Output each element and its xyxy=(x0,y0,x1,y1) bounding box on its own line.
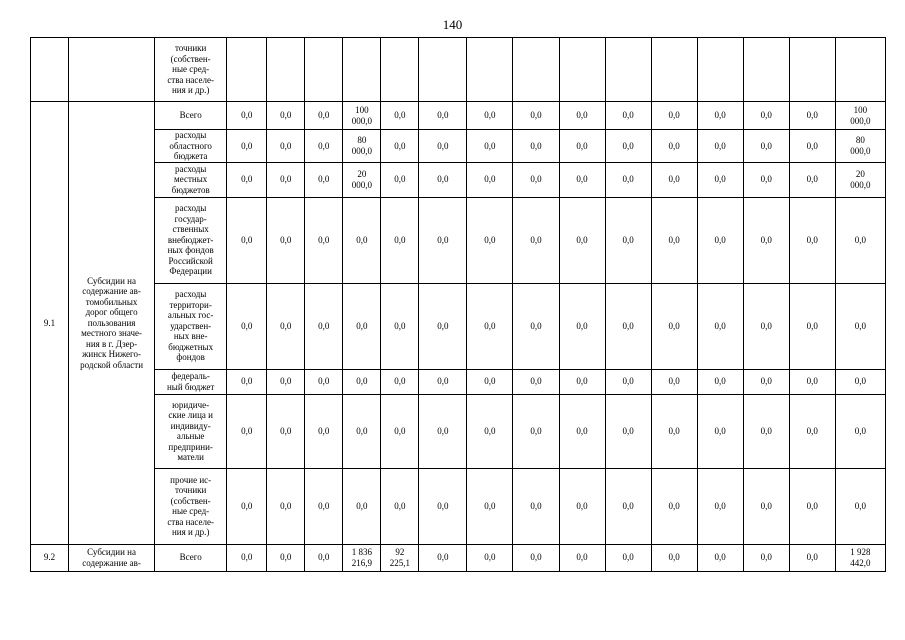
table-row xyxy=(31,130,886,163)
value-cell: 0,0 xyxy=(267,394,305,468)
value-cell: 0,0 xyxy=(651,283,697,369)
value-cell: 0,0 xyxy=(513,468,559,544)
value-cell: 0,0 xyxy=(559,544,605,571)
value-cell: 0,0 xyxy=(559,369,605,394)
value-cell: 0,0 xyxy=(467,162,513,197)
funding-source: прочие ис- точники (собствен- ные сред- ства населе- ния и др.) xyxy=(155,468,227,544)
value-cell: 0,0 xyxy=(381,102,419,130)
funding-source: расходы областного бюджета xyxy=(155,130,227,163)
value-cell: 0,0 xyxy=(267,162,305,197)
value-cell xyxy=(419,38,467,102)
value-cell: 0,0 xyxy=(305,197,343,283)
value-cell: 0,0 xyxy=(343,369,381,394)
value-cell: 0,0 xyxy=(267,468,305,544)
value-cell: 0,0 xyxy=(467,394,513,468)
value-cell: 0,0 xyxy=(467,544,513,571)
value-cell: 80 000,0 xyxy=(343,130,381,163)
table-row xyxy=(31,468,886,544)
table-row xyxy=(31,283,886,369)
value-cell: 0,0 xyxy=(651,544,697,571)
value-cell xyxy=(467,38,513,102)
funding-source: федераль- ный бюджет xyxy=(155,369,227,394)
funding-source: расходы территори- альных гос- ударствен- ных вне- бюджетных фондов xyxy=(155,283,227,369)
value-cell: 0,0 xyxy=(227,283,267,369)
table-row xyxy=(31,369,886,394)
value-cell: 0,0 xyxy=(697,468,743,544)
value-cell: 0,0 xyxy=(381,162,419,197)
value-cell: 0,0 xyxy=(467,130,513,163)
value-cell: 0,0 xyxy=(513,283,559,369)
value-cell: 0,0 xyxy=(419,369,467,394)
value-cell: 0,0 xyxy=(789,130,835,163)
value-cell: 0,0 xyxy=(227,197,267,283)
value-cell: 0,0 xyxy=(835,283,885,369)
value-cell: 0,0 xyxy=(835,394,885,468)
value-cell: 0,0 xyxy=(835,369,885,394)
value-cell: 0,0 xyxy=(513,130,559,163)
value-cell: 0,0 xyxy=(381,197,419,283)
value-cell: 1 836 216,9 xyxy=(343,544,381,571)
funding-source: точники (собствен- ные сред- ства населе- ния и др.) xyxy=(155,38,227,102)
value-cell xyxy=(789,38,835,102)
value-cell: 0,0 xyxy=(789,102,835,130)
value-cell: 0,0 xyxy=(267,544,305,571)
item-number xyxy=(31,38,69,102)
value-cell xyxy=(835,38,885,102)
value-cell: 80 000,0 xyxy=(835,130,885,163)
table-row xyxy=(31,394,886,468)
value-cell: 0,0 xyxy=(605,394,651,468)
value-cell: 0,0 xyxy=(559,102,605,130)
value-cell: 0,0 xyxy=(697,283,743,369)
value-cell: 0,0 xyxy=(559,468,605,544)
value-cell: 0,0 xyxy=(605,130,651,163)
value-cell: 0,0 xyxy=(227,102,267,130)
value-cell: 0,0 xyxy=(513,394,559,468)
value-cell: 0,0 xyxy=(697,162,743,197)
value-cell xyxy=(513,38,559,102)
value-cell: 0,0 xyxy=(267,102,305,130)
item-name: Субсидии на содержание ав- томобильных дорог общего пользования местного значе- ния в г. Дзер- жинск Нижего- родской области xyxy=(69,102,155,545)
funding-source: Всего xyxy=(155,102,227,130)
value-cell: 0,0 xyxy=(605,162,651,197)
value-cell: 0,0 xyxy=(835,468,885,544)
value-cell: 0,0 xyxy=(697,394,743,468)
value-cell: 0,0 xyxy=(651,197,697,283)
page-number: 140 xyxy=(442,17,463,32)
value-cell: 0,0 xyxy=(513,162,559,197)
value-cell: 20 000,0 xyxy=(835,162,885,197)
value-cell: 0,0 xyxy=(381,130,419,163)
value-cell: 0,0 xyxy=(697,544,743,571)
value-cell xyxy=(267,38,305,102)
value-cell xyxy=(381,38,419,102)
value-cell: 0,0 xyxy=(305,394,343,468)
value-cell: 0,0 xyxy=(305,102,343,130)
value-cell: 0,0 xyxy=(305,544,343,571)
value-cell: 0,0 xyxy=(267,197,305,283)
value-cell: 0,0 xyxy=(559,394,605,468)
value-cell: 0,0 xyxy=(381,394,419,468)
value-cell: 0,0 xyxy=(743,102,789,130)
value-cell xyxy=(697,38,743,102)
value-cell: 0,0 xyxy=(419,544,467,571)
value-cell: 0,0 xyxy=(227,369,267,394)
item-number: 9.2 xyxy=(31,544,69,571)
value-cell: 0,0 xyxy=(305,283,343,369)
value-cell xyxy=(743,38,789,102)
value-cell: 0,0 xyxy=(419,394,467,468)
value-cell: 0,0 xyxy=(697,369,743,394)
value-cell: 0,0 xyxy=(559,162,605,197)
item-name xyxy=(69,38,155,102)
value-cell: 0,0 xyxy=(513,102,559,130)
value-cell: 0,0 xyxy=(743,369,789,394)
value-cell: 0,0 xyxy=(605,468,651,544)
value-cell: 0,0 xyxy=(651,130,697,163)
value-cell: 0,0 xyxy=(467,197,513,283)
value-cell: 0,0 xyxy=(467,369,513,394)
value-cell: 0,0 xyxy=(789,394,835,468)
item-number: 9.1 xyxy=(31,102,69,545)
value-cell: 0,0 xyxy=(267,130,305,163)
value-cell: 0,0 xyxy=(651,162,697,197)
value-cell: 0,0 xyxy=(419,130,467,163)
value-cell: 0,0 xyxy=(227,130,267,163)
table-row xyxy=(31,544,886,571)
value-cell: 0,0 xyxy=(419,197,467,283)
value-cell xyxy=(227,38,267,102)
value-cell: 0,0 xyxy=(513,544,559,571)
funding-source: расходы местных бюджетов xyxy=(155,162,227,197)
value-cell: 0,0 xyxy=(743,162,789,197)
table-row xyxy=(31,162,886,197)
table-row xyxy=(31,102,886,130)
value-cell: 0,0 xyxy=(743,130,789,163)
value-cell: 0,0 xyxy=(789,197,835,283)
value-cell xyxy=(343,38,381,102)
value-cell: 0,0 xyxy=(267,369,305,394)
value-cell: 0,0 xyxy=(305,162,343,197)
value-cell: 0,0 xyxy=(559,197,605,283)
value-cell: 0,0 xyxy=(227,394,267,468)
funding-source: расходы государ- ственных внебюджет- ных фондов Российской Федерации xyxy=(155,197,227,283)
value-cell: 0,0 xyxy=(513,369,559,394)
value-cell: 0,0 xyxy=(513,197,559,283)
value-cell: 0,0 xyxy=(559,283,605,369)
funding-source: Всего xyxy=(155,544,227,571)
value-cell: 0,0 xyxy=(559,130,605,163)
value-cell: 0,0 xyxy=(305,130,343,163)
value-cell: 0,0 xyxy=(305,468,343,544)
value-cell: 100 000,0 xyxy=(835,102,885,130)
value-cell: 0,0 xyxy=(789,544,835,571)
item-name: Субсидии на содержание ав- xyxy=(69,544,155,571)
value-cell: 0,0 xyxy=(605,102,651,130)
value-cell: 0,0 xyxy=(651,369,697,394)
value-cell: 0,0 xyxy=(227,544,267,571)
value-cell xyxy=(605,38,651,102)
value-cell: 0,0 xyxy=(467,468,513,544)
value-cell: 0,0 xyxy=(743,394,789,468)
value-cell: 0,0 xyxy=(227,162,267,197)
value-cell: 1 928 442,0 xyxy=(835,544,885,571)
value-cell: 0,0 xyxy=(605,544,651,571)
value-cell xyxy=(305,38,343,102)
value-cell: 0,0 xyxy=(419,162,467,197)
value-cell: 0,0 xyxy=(305,369,343,394)
value-cell: 0,0 xyxy=(343,468,381,544)
value-cell: 20 000,0 xyxy=(343,162,381,197)
value-cell: 0,0 xyxy=(743,544,789,571)
value-cell: 0,0 xyxy=(651,394,697,468)
value-cell: 0,0 xyxy=(835,197,885,283)
value-cell: 0,0 xyxy=(605,197,651,283)
table-row xyxy=(31,197,886,283)
value-cell: 0,0 xyxy=(605,283,651,369)
value-cell: 0,0 xyxy=(789,369,835,394)
value-cell: 100 000,0 xyxy=(343,102,381,130)
value-cell: 0,0 xyxy=(789,283,835,369)
table-row xyxy=(31,38,886,102)
value-cell xyxy=(651,38,697,102)
budget-table xyxy=(30,37,886,572)
value-cell: 0,0 xyxy=(789,162,835,197)
value-cell xyxy=(559,38,605,102)
value-cell: 0,0 xyxy=(267,283,305,369)
value-cell: 0,0 xyxy=(419,468,467,544)
value-cell: 0,0 xyxy=(743,283,789,369)
value-cell: 0,0 xyxy=(697,102,743,130)
value-cell: 0,0 xyxy=(381,369,419,394)
value-cell: 0,0 xyxy=(789,468,835,544)
value-cell: 92 225,1 xyxy=(381,544,419,571)
value-cell: 0,0 xyxy=(419,283,467,369)
value-cell: 0,0 xyxy=(467,102,513,130)
value-cell: 0,0 xyxy=(467,283,513,369)
value-cell: 0,0 xyxy=(743,468,789,544)
value-cell: 0,0 xyxy=(605,369,651,394)
funding-source: юридиче- ские лица и индивиду- альные предприни- матели xyxy=(155,394,227,468)
value-cell: 0,0 xyxy=(343,197,381,283)
value-cell: 0,0 xyxy=(381,468,419,544)
value-cell: 0,0 xyxy=(697,130,743,163)
value-cell: 0,0 xyxy=(651,102,697,130)
value-cell: 0,0 xyxy=(651,468,697,544)
value-cell: 0,0 xyxy=(419,102,467,130)
value-cell: 0,0 xyxy=(227,468,267,544)
value-cell: 0,0 xyxy=(343,394,381,468)
value-cell: 0,0 xyxy=(697,197,743,283)
value-cell: 0,0 xyxy=(343,283,381,369)
value-cell: 0,0 xyxy=(743,197,789,283)
value-cell: 0,0 xyxy=(381,283,419,369)
